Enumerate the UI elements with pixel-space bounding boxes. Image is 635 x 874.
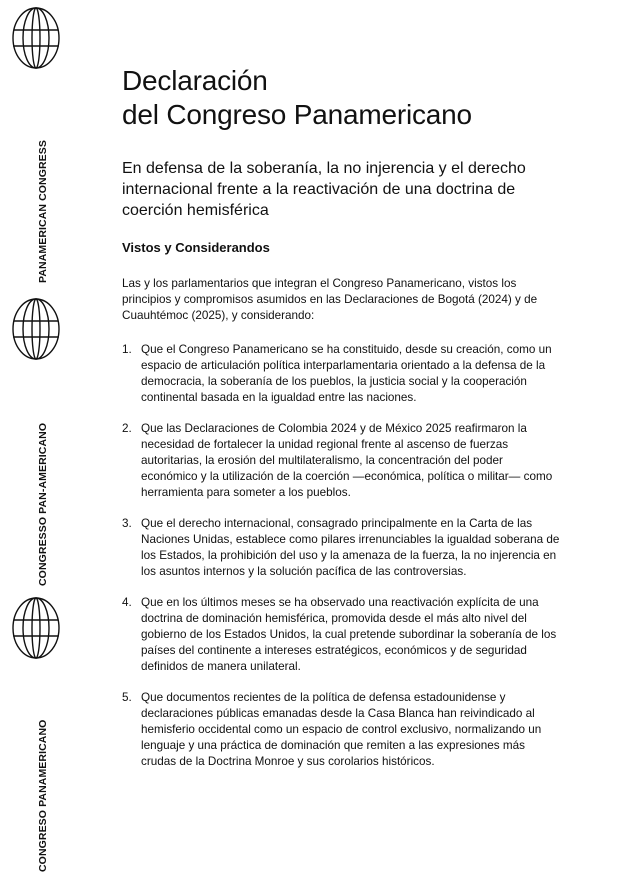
vertical-label-portuguese: CONGRESSO PAN-AMERICANO [37, 422, 49, 586]
list-item [122, 516, 562, 580]
list-item-text: Que en los últimos meses se ha observado una reactivación explícita de una doctrina de dominación hemisférica, promovida desde el más alto nivel del gobierno de los Estados Unidos, la cual pretende subordinar la soberanía de los países del continente a intereses estratégicos, económicos y de seguridad definidos de manera unilateral. [141, 596, 557, 673]
page-title [122, 64, 562, 132]
list-item-number: 4. [122, 596, 132, 609]
globe-outline-icon [11, 297, 61, 361]
list-item [122, 342, 562, 406]
vertical-label-english: PANAMERICAN CONGRESS [37, 140, 49, 283]
globe-outline-icon [11, 596, 61, 660]
title-line-2: del Congreso Panamericano [122, 99, 472, 130]
list-item-text: Que el derecho internacional, consagrado principalmente en la Carta de las Naciones Unidas, establece como pilares irrenunciables la igualdad soberana de los Estados, la prohibición del uso y la amenaza de la fuerza, la no injerencia en los asuntos internos y la solución pacífica de las controversias. [141, 517, 560, 578]
title-line-1: Declaración [122, 65, 268, 96]
list-item-number: 5. [122, 691, 132, 704]
list-item [122, 595, 562, 675]
document-body [122, 64, 562, 785]
page-subtitle: En defensa de la soberanía, la no injerencia y el derecho internacional frente a la reactivación de una doctrina de coerción hemisférica [122, 160, 526, 219]
section-heading: Vistos y Considerandos [122, 240, 270, 255]
intro-paragraph: Las y los parlamentarios que integran el Congreso Panamericano, vistos los principios y compromisos asumidos en las Declaraciones de Bogotá (2024) y de Cuauhtémoc (2025), y considerando: [122, 277, 538, 322]
list-item-number: 1. [122, 343, 132, 356]
side-band [0, 0, 80, 874]
list-item-text: Que el Congreso Panamericano se ha constituido, desde su creación, como un espacio de articulación política interparlamentaria orientado a la defensa de la democracia, la soberanía de los pueblos, la justicia social y la cooperación continental basada en la igualdad entre las naciones. [141, 343, 552, 404]
globe-outline-icon [11, 6, 61, 70]
list-item-text: Que documentos recientes de la política de defensa estadounidense y declaraciones públicas emanadas desde la Casa Blanca han reivindicado al hemisferio occidental como un espacio de control exclusivo, normalizando un lenguaje y una práctica de dominación que remiten a las expresiones más crudas de la Doctrina Monroe y sus corolarios históricos. [141, 691, 542, 768]
list-item-text: Que las Declaraciones de Colombia 2024 y de México 2025 reafirmaron la necesidad de fortalecer la unidad regional frente al ascenso de fuerzas autoritarias, la erosión del multilateralismo, la concentración del poder económico y la utilización de la coerción —económica, política o militar— como herramienta para someter a los pueblos. [141, 422, 553, 499]
considerations-list [122, 342, 562, 770]
list-item [122, 690, 562, 770]
vertical-label-spanish: CONGRESO PANAMERICANO [37, 719, 49, 872]
list-item-number: 3. [122, 517, 132, 530]
list-item-number: 2. [122, 422, 132, 435]
list-item [122, 421, 562, 501]
